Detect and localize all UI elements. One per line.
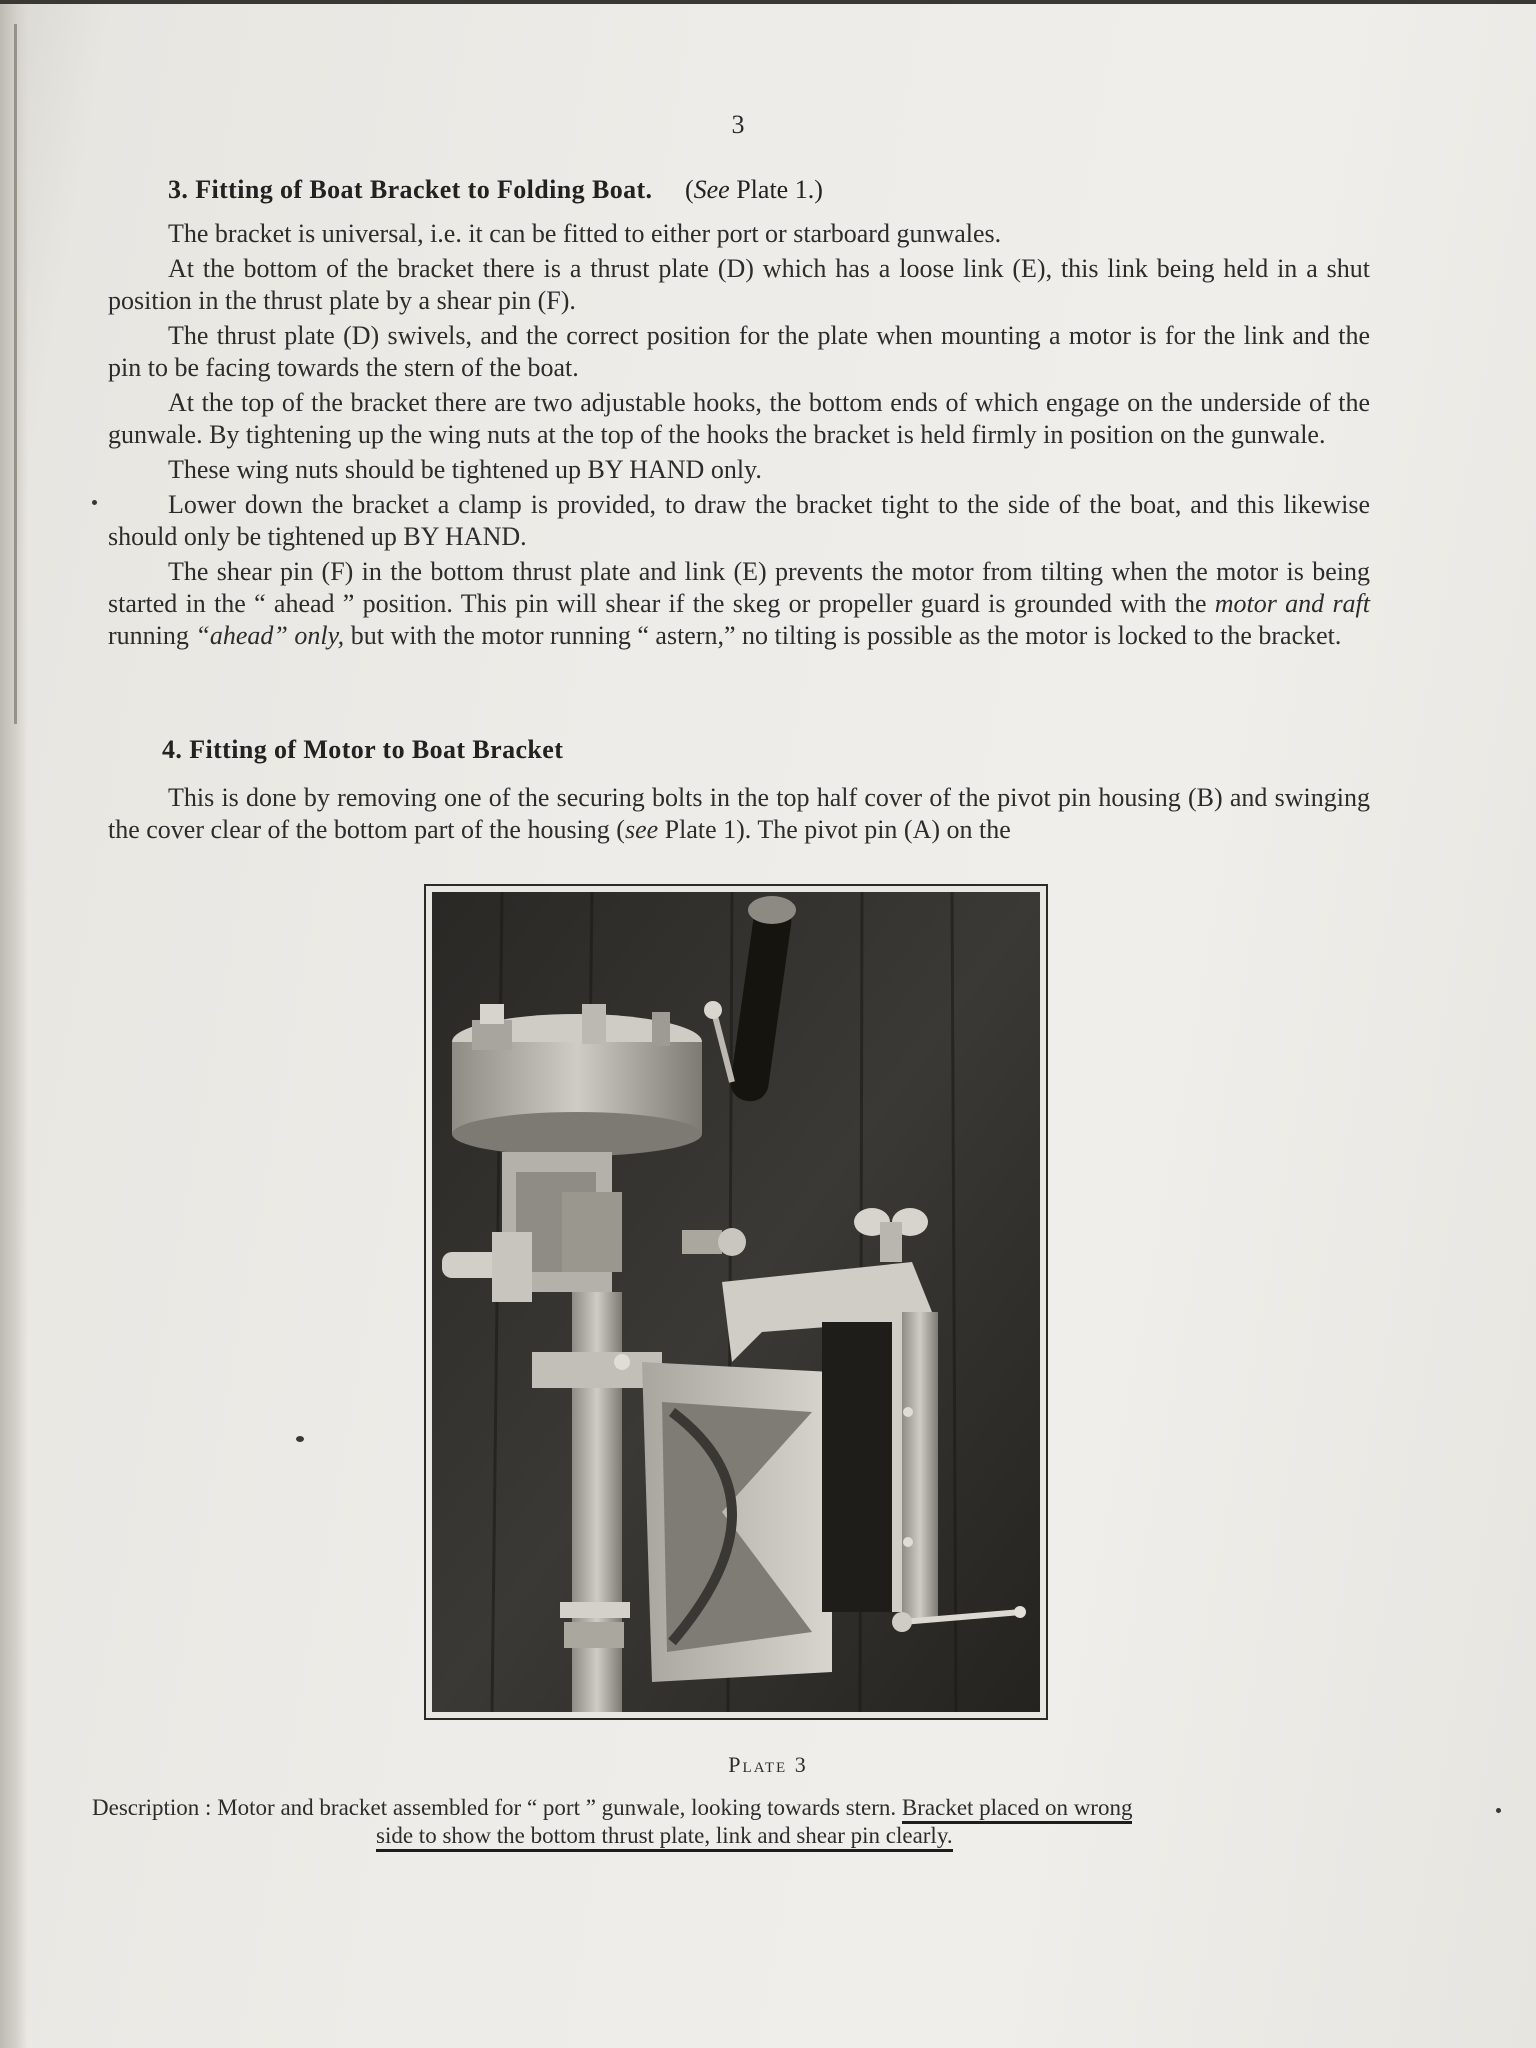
paper-speck bbox=[296, 1436, 304, 1442]
text-run: Plate 1). The pivot pin (A) on the bbox=[658, 815, 1011, 844]
paragraph bbox=[108, 782, 1370, 846]
plate-caption: Plate 3 bbox=[728, 1752, 808, 1777]
italic-run: motor and raft bbox=[1214, 589, 1371, 618]
paragraph: Lower down the bracket a clamp is provided, to draw the bracket tight to the side of the boat, and this likewise should only be tightened up BY HAND. bbox=[108, 490, 1370, 551]
section-3-title: 3. Fitting of Boat Bracket to Folding Boat. bbox=[168, 175, 653, 204]
ref-plate: Plate 1.) bbox=[729, 175, 823, 204]
text-run: but with the motor running “ astern,” no tilting is possible as the motor is locked to the bracket. bbox=[344, 621, 1342, 650]
plate-description-line-2 bbox=[376, 1822, 953, 1850]
paper-speck bbox=[92, 500, 97, 505]
section-3-body bbox=[108, 218, 1370, 655]
text-run: The shear pin (F) in the bottom thrust plate and link (E) prevents the motor from tilting when the motor is being started in the “ ahead ” position. This pin will shear if the skeg or propeller guard is grounded with the bbox=[108, 557, 1370, 618]
paragraph: At the top of the bracket there are two adjustable hooks, the bottom ends of which engage on the underside of the gunwale. By tightening up the wing nuts at the top of the hooks the bracket is held firmly in position on the gunwale. bbox=[108, 388, 1370, 449]
shear-pin-paragraph bbox=[108, 556, 1370, 652]
ref-see: See bbox=[693, 175, 730, 204]
page-number: 3 bbox=[731, 110, 745, 139]
italic-run: “ahead” only, bbox=[195, 621, 345, 650]
paper-speck bbox=[1496, 1808, 1501, 1813]
paragraph: The thrust plate (D) swivels, and the correct position for the plate when mounting a motor is for the link and the pin to be facing towards the stern of the boat. bbox=[108, 321, 1370, 382]
paragraph: These wing nuts should be tightened up BY HAND only. bbox=[168, 455, 762, 484]
italic-run: see bbox=[624, 815, 659, 844]
section-4-heading bbox=[162, 734, 563, 766]
description-label: Description : bbox=[92, 1795, 212, 1820]
paragraph: The bracket is universal, i.e. it can be fitted to either port or starboard gunwales. bbox=[168, 219, 1002, 248]
plate-3-photograph bbox=[424, 884, 1048, 1720]
text-run: This is done by removing one of the securing bolts in the top half cover of the pivot pin housing (B) and swinging the cover clear of the bottom part of the housing ( bbox=[108, 783, 1370, 844]
section-4-title: 4. Fitting of Motor to Boat Bracket bbox=[162, 735, 564, 764]
section-3-heading bbox=[168, 174, 823, 206]
text-run: running bbox=[108, 621, 196, 650]
ref-open: ( bbox=[684, 175, 694, 204]
motor-bracket-photo bbox=[432, 892, 1040, 1712]
description-text: Motor and bracket assembled for “ port ” gunwale, looking towards stern. bbox=[211, 1795, 902, 1820]
document-page bbox=[0, 4, 1536, 2048]
description-underlined-2: side to show the bottom thrust plate, link and shear pin clearly. bbox=[376, 1823, 953, 1852]
paragraph: At the bottom of the bracket there is a thrust plate (D) which has a loose link (E), this link being held in a shut position in the thrust plate by a shear pin (F). bbox=[108, 254, 1370, 315]
plate-description bbox=[92, 1794, 1402, 1822]
section-4-body bbox=[108, 782, 1370, 849]
section-3-plate-reference bbox=[685, 175, 823, 204]
description-underlined-1: Bracket placed on wrong bbox=[902, 1795, 1133, 1824]
